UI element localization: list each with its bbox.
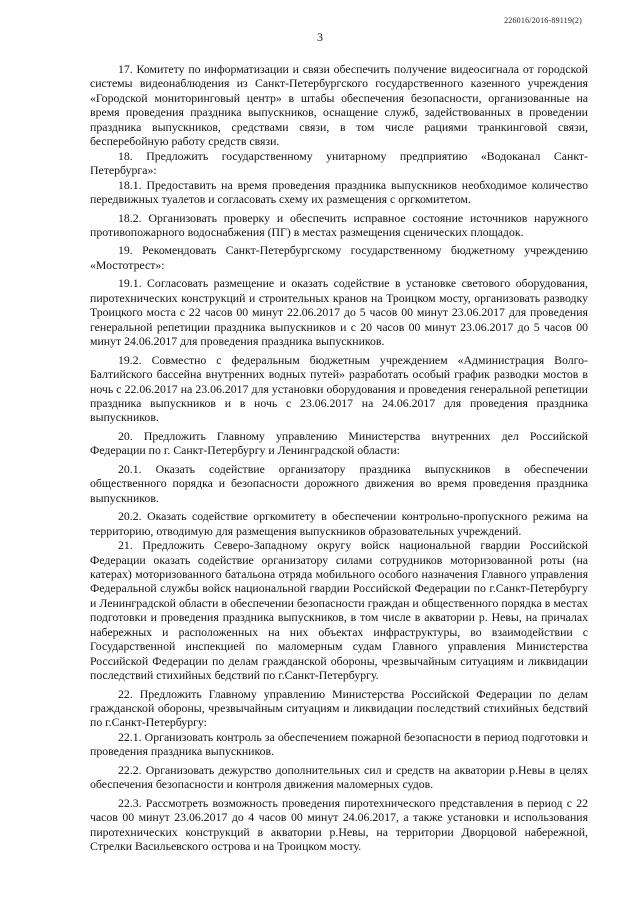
paragraph-19-1: 19.1. Согласовать размещение и оказать содействие в установке светового оборудования, пиротехнических конструкций и строительных кранов на Троицком мосту, организовать разводку Троицкого моста с 22 часов 00 минут 22.06.2017 до 5 часов 00 минут 23.06.2017 для проведения генеральной репетиции праздника выпускников и с 20 часов 00 минут 23.06.2017 до 5 часов 00 минут 24.06.2017 для проведения праздника выпускников. xyxy=(90,276,588,349)
paragraph-19-2: 19.2. Совместно с федеральным бюджетным учреждением «Администрация Волго-Балтийского бассейна внутренних водных путей» разработать особый график разводки мостов в ночь с 22.06.2017 на 23.06.2017 для установки оборудования и проведения генеральной репетиции праздника выпускников и в ночь с 23.06.2017 на 24.06.2017 для проведения праздника выпускников. xyxy=(90,352,588,425)
document-registration-number: 226016/2016-89119(2) xyxy=(504,16,582,25)
paragraph-17: 17. Комитету по информатизации и связи обеспечить получение видеосигнала от городской системы видеонаблюдения из Санкт-Петербургского государственного казенного учреждения «Городской мониторинговый центр» в штабы обеспечения безопасности, организованные на время проведения праздника выпускников, оснащение служб, задействованных в проведении праздника выпускников, средствами связи, в том числе рациями транкинговой связи, бесперебойную работу средств связи. xyxy=(90,62,588,149)
paragraph-18: 18. Предложить государственному унитарному предприятию «Водоканал Санкт-Петербурга»: xyxy=(90,148,588,178)
paragraph-22-2: 22.2. Организовать дежурство дополнительных сил и средств на акватории р.Невы в целях обеспечения безопасности и контроля движения маломерных судов. xyxy=(90,762,588,792)
paragraph-22-1: 22.1. Организовать контроль за обеспечением пожарной безопасности в период подготовки и проведения праздника выпускников. xyxy=(90,729,588,759)
document-body xyxy=(90,62,588,854)
paragraph-22: 22. Предложить Главному управлению Министерства Российской Федерации по делам гражданской обороны, чрезвычайным ситуациям и ликвидации последствий стихийных бедствий по г.Санкт-Петербургу: xyxy=(90,686,588,730)
paragraph-20-2: 20.2. Оказать содействие оргкомитету в обеспечении контрольно-пропускного режима на территорию, отводимую для размещения выпускников образовательных учреждений. xyxy=(90,509,588,538)
paragraph-19: 19. Рекомендовать Санкт-Петербургскому государственному бюджетному учреждению «Мостотрест»: xyxy=(90,243,588,272)
paragraph-22-3: 22.3. Рассмотреть возможность проведения пиротехнического представления в период с 22 часов 00 минут 23.06.2017 до 4 часов 00 минут 24.06.2017, а также установки и использования пиротехнических конструкций в акватории р.Невы, на территории Дворцовой набережной, Стрелки Васильевского острова и на Троицком мосту. xyxy=(90,795,588,854)
paragraph-20: 20. Предложить Главному управлению Министерства внутренних дел Российской Федерации по г. Санкт-Петербургу и Ленинградской области: xyxy=(90,428,588,458)
paragraph-18-2: 18.2. Организовать проверку и обеспечить исправное состояние источников наружного противопожарного водоснабжения (ПГ) в местах размещения сценических площадок. xyxy=(90,210,588,239)
paragraph-20-1: 20.1. Оказать содействие организатору праздника выпускников в обеспечении общественного порядка и безопасности дорожного движения во время проведения праздника выпускников. xyxy=(90,461,588,505)
paragraph-18-1: 18.1. Предоставить на время проведения праздника выпускников необходимое количество передвижных туалетов и согласовать схему их размещения с оргкомитетом. xyxy=(90,177,588,207)
page-number: 3 xyxy=(317,30,323,44)
paragraph-21: 21. Предложить Северо-Западному округу войск национальной гвардии Российской Федерации оказать содействие организатору силами сотрудников моторизованной роты (на катерах) моторизованного батальона отряда мобильного особого назначения Главного управления Федеральной службы войск национальной гвардии Российской Федерации по г.Санкт-Петербургу и Ленинградской области в обеспечении безопасности граждан и общественного порядка в местах подготовки и проведения праздника выпускников, в том числе в акватории р. Невы, на причалах набережных и расположенных на них объектах инфраструктуры, во взаимодействии с Государственной инспекцией по маломерным судам Главного управления Министерства Российской Федерации по делам гражданской обороны, чрезвычайным ситуациям и ликвидации последствий стихийных бедствий по г.Санкт-Петербургу. xyxy=(90,538,588,683)
